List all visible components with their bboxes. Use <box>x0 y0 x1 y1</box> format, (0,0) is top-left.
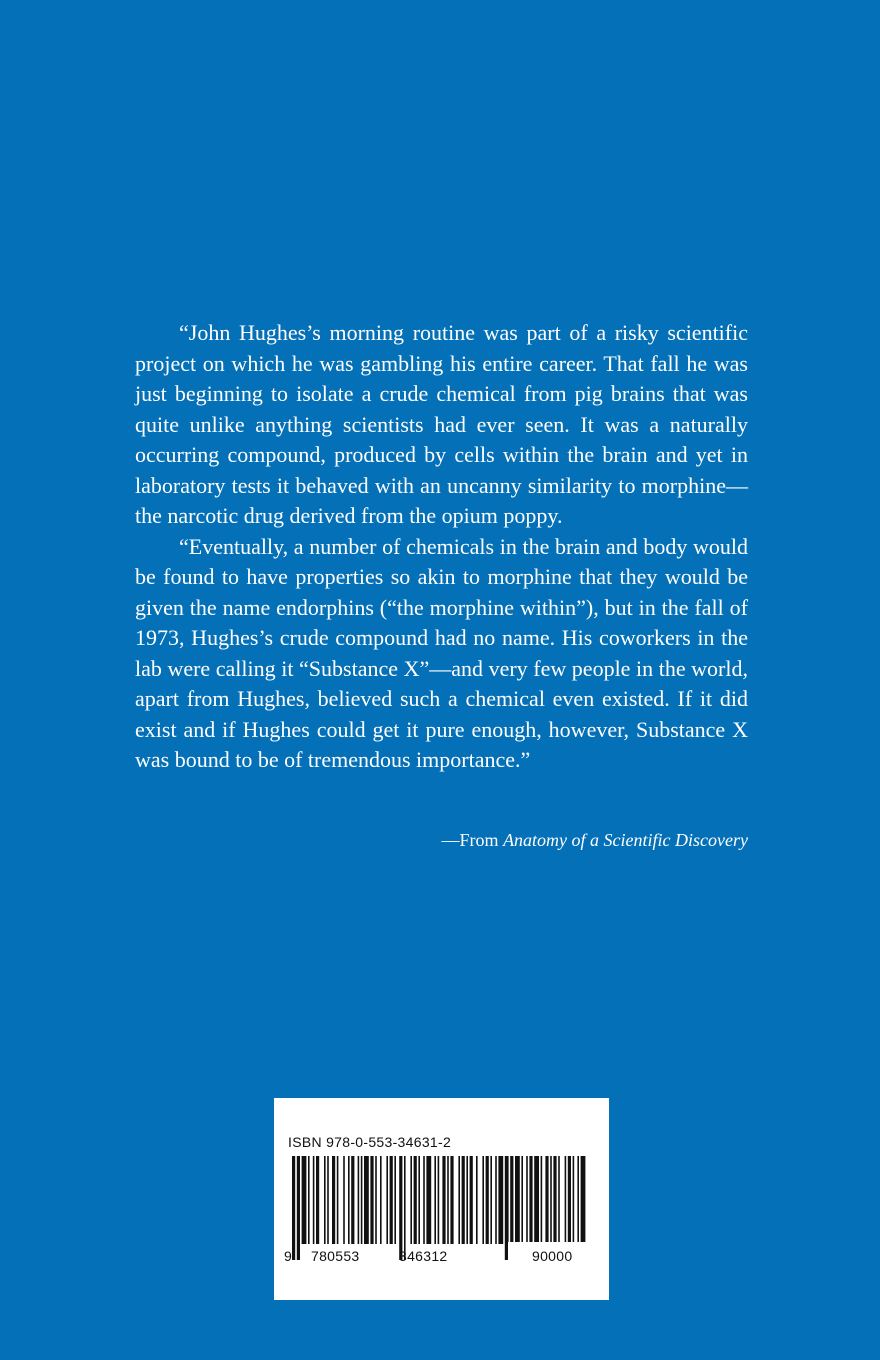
barcode-left-digits: 780553 <box>311 1248 360 1264</box>
barcode-bar <box>466 1156 468 1244</box>
barcode-addon-bar <box>534 1156 539 1242</box>
attribution-book-title: Anatomy of a Scientific Discovery <box>503 830 748 850</box>
barcode-bar <box>423 1156 425 1244</box>
barcode-bar <box>399 1156 402 1260</box>
barcode-bar <box>438 1156 440 1244</box>
barcode-bar <box>390 1156 393 1244</box>
barcode-bar <box>476 1156 478 1244</box>
barcode-right-digits: 346312 <box>399 1248 448 1264</box>
barcode-bar <box>404 1156 406 1260</box>
barcode-addon-bar <box>521 1156 523 1242</box>
barcode-bar <box>313 1156 315 1244</box>
barcode-bar <box>316 1156 319 1244</box>
barcode-bar <box>348 1156 350 1244</box>
barcode-addon-bar <box>529 1156 532 1242</box>
barcode-bar <box>470 1156 473 1244</box>
barcode-graphic <box>274 1098 609 1300</box>
barcode-bar <box>450 1156 453 1244</box>
barcode-lead-digit: 9 <box>284 1248 293 1264</box>
barcode-addon-bar <box>510 1156 513 1242</box>
barcode-bar <box>498 1156 503 1244</box>
barcode-bar <box>358 1156 360 1244</box>
barcode-bar <box>292 1156 295 1260</box>
barcode-bar <box>490 1156 492 1244</box>
barcode-bar <box>495 1156 497 1244</box>
barcode-bar <box>375 1156 377 1244</box>
barcode-bar <box>410 1156 412 1244</box>
barcode-addon-bar <box>568 1156 571 1242</box>
barcode-bar <box>462 1156 465 1244</box>
isbn-barcode-panel <box>274 1098 609 1300</box>
barcode-bar <box>327 1156 329 1244</box>
barcode-addon-bar <box>573 1156 575 1242</box>
barcode-bar <box>380 1156 382 1244</box>
barcode-addon-digits: 90000 <box>532 1248 573 1264</box>
excerpt-attribution <box>135 828 748 852</box>
barcode-addon-bar <box>526 1156 528 1242</box>
barcode-addon-bar <box>541 1156 543 1242</box>
barcode-bar <box>434 1156 436 1244</box>
barcode-addon-bar <box>545 1156 548 1242</box>
barcode-bar <box>351 1156 354 1244</box>
barcode-bar <box>337 1156 339 1244</box>
barcode-bar <box>394 1156 396 1244</box>
isbn-label: ISBN 978-0-553-34631-2 <box>288 1134 452 1150</box>
barcode-bar <box>343 1156 345 1244</box>
barcode-addon-bar <box>581 1156 586 1242</box>
barcode-bar <box>332 1156 335 1244</box>
barcode-bar <box>486 1156 489 1244</box>
barcode-bar <box>370 1156 373 1244</box>
attribution-prefix: —From <box>441 830 504 850</box>
barcode-addon-bar <box>515 1156 520 1242</box>
barcode-bar <box>426 1156 431 1244</box>
barcode-addon-bar <box>577 1156 579 1242</box>
barcode-addon-bar <box>553 1156 556 1242</box>
barcode-bar <box>324 1156 326 1244</box>
barcode-bar <box>418 1156 420 1244</box>
barcode-bar <box>308 1156 310 1244</box>
barcode-addon-bar <box>565 1156 567 1242</box>
excerpt-paragraph-2: “Eventually, a number of chemicals in the brain and body would be found to have properties so akin to morphine that they would be given the name endorphins (“the morphine within”), but in the fall of 1973, Hughes’s crude compound had no name. His coworkers in the lab were calling it “Substance X”—and very few people in the world, apart from Hughes, believed such a chemical even existed. If it did exist and if Hughes could get it pure enough, however, Substance X was bound to be of tremendous importance.” <box>135 533 748 772</box>
barcode-bar <box>414 1156 417 1244</box>
barcode-addon-bar <box>550 1156 552 1242</box>
barcode-bar <box>297 1156 300 1260</box>
barcode-bar <box>447 1156 449 1244</box>
excerpt-quote <box>135 318 748 776</box>
excerpt-paragraph-1: “John Hughes’s morning routine was part of a risky scientific project on which he was gambling his entire career. That fall he was just beginning to isolate a crude chemical from pig brains that was quite unlike anything scientists had ever seen. It was a naturally occurring compound, produced by cells within the brain and yet in laboratory tests it behaved with an uncanny similarity to morphine—the narcotic drug derived from the opium poppy. <box>135 320 748 528</box>
barcode-bar <box>386 1156 388 1244</box>
barcode-addon-bar <box>558 1156 560 1242</box>
barcode-bar <box>364 1156 369 1244</box>
barcode-bar <box>302 1156 307 1244</box>
barcode-bar <box>458 1156 460 1244</box>
barcode-bar <box>482 1156 484 1244</box>
barcode-bar <box>442 1156 445 1244</box>
barcode-bar <box>361 1156 363 1244</box>
barcode-addon-bar <box>507 1156 509 1242</box>
